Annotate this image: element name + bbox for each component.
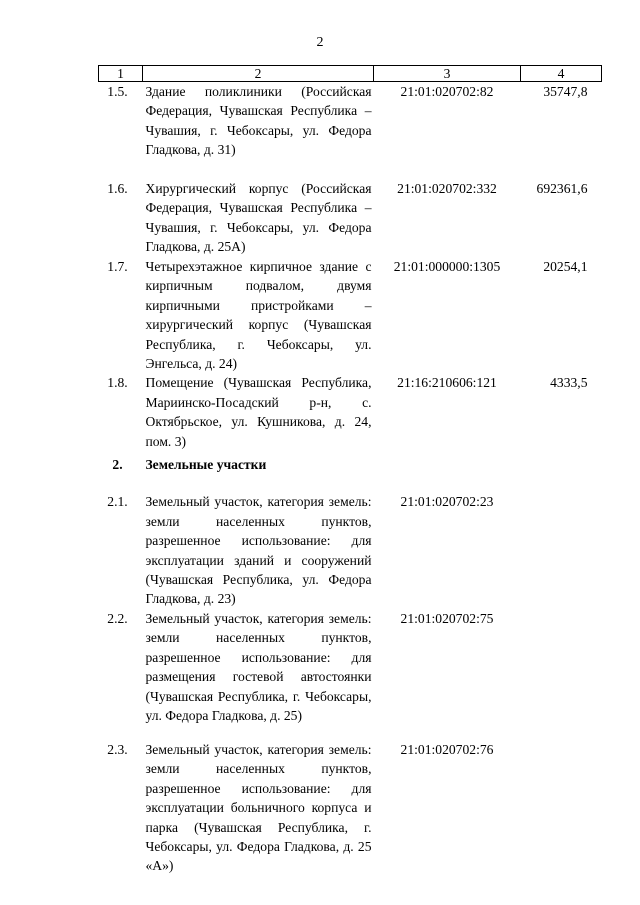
table-row: [99, 740, 602, 880]
row-value: [521, 492, 602, 608]
row-value: [521, 609, 602, 740]
row-description: Земельный участок, категория земель: земли населенных пунктов, разрешенное использование: для размещения гостевой автостоянки (Чувашская Республика, г. Чебоксары, ул. Федора Гладкова, д. 25): [145, 610, 372, 723]
row-cadastral-number: 21:01:020702:332: [397, 181, 497, 196]
column-header-4: 4: [521, 66, 602, 82]
row-number: 2.3.: [107, 741, 128, 757]
row-description: Четырехэтажное кирпичное здание с кирпичным подвалом, двумя кирпичными пристройками – хирургический корпус (Чувашская Республика, г. Чебоксары, ул. Энгельса, д. 24): [145, 259, 372, 372]
row-cadastral-number: 21:01:020702:82: [400, 84, 494, 99]
table-header-row: [99, 66, 602, 82]
table-row: [99, 609, 602, 740]
row-cadastral-number: 21:01:020702:23: [400, 494, 494, 510]
section-number: 2.: [112, 457, 123, 473]
row-value: [521, 740, 602, 880]
column-header-1: 1: [99, 66, 143, 82]
table-row: [99, 373, 602, 455]
row-cadastral-number: 21:16:210606:121: [397, 375, 497, 391]
column-header-2: 2: [143, 66, 374, 82]
row-cadastral-number: 21:01:020702:75: [400, 610, 494, 626]
row-value: 35747,8: [543, 84, 588, 99]
row-cadastral-number: 21:01:000000:1305: [393, 259, 501, 274]
row-description: Хирургический корпус (Российская Федерация, Чувашская Республика – Чувашия, г. Чебоксары, ул. Федора Гладкова, д. 25А): [145, 181, 372, 255]
column-header-3: 3: [374, 66, 521, 82]
row-description: Земельный участок, категория земель: земли населенных пунктов, разрешенное использование: для эксплуатации зданий и сооружений (Чувашская Республика, ул. Федора Гладкова, д. 23): [145, 494, 372, 607]
row-value: 4333,5: [550, 375, 588, 391]
row-value: 692361,6: [536, 181, 588, 196]
row-number: 2.1.: [107, 494, 128, 510]
page-number: 2: [316, 35, 324, 50]
table-row: [99, 257, 602, 373]
property-table: [98, 65, 602, 880]
row-description: Помещение (Чувашская Республика, Мариинско-Посадский р-н, с. Октябрьское, ул. Кушникова, д. 24, пом. 3): [145, 375, 372, 449]
row-cadastral-number: [374, 455, 521, 492]
row-cadastral-number: 21:01:020702:76: [400, 741, 494, 757]
section-row: [99, 455, 602, 492]
section-title: Земельные участки: [145, 457, 267, 473]
table-row: [99, 179, 602, 257]
row-value: [521, 455, 602, 492]
row-number: 1.5.: [107, 84, 128, 99]
row-number: 1.6.: [107, 181, 128, 196]
row-number: 1.7.: [107, 259, 128, 274]
table-row: [99, 82, 602, 180]
row-description: Земельный участок, категория земель: земли населенных пунктов, разрешенное использование: для эксплуатации больничного корпуса и парка (Чувашская Республика, г. Чебоксары, ул. Федора Гладкова, д. 25 «А»): [145, 741, 372, 874]
row-value: 20254,1: [543, 259, 588, 274]
row-description: Здание поликлиники (Российская Федерация, Чувашская Республика – Чувашия, г. Чебоксары, ул. Федора Гладкова, д. 31): [145, 84, 372, 158]
row-number: 1.8.: [107, 375, 128, 391]
row-number: 2.2.: [107, 610, 128, 626]
table-row: [99, 492, 602, 608]
